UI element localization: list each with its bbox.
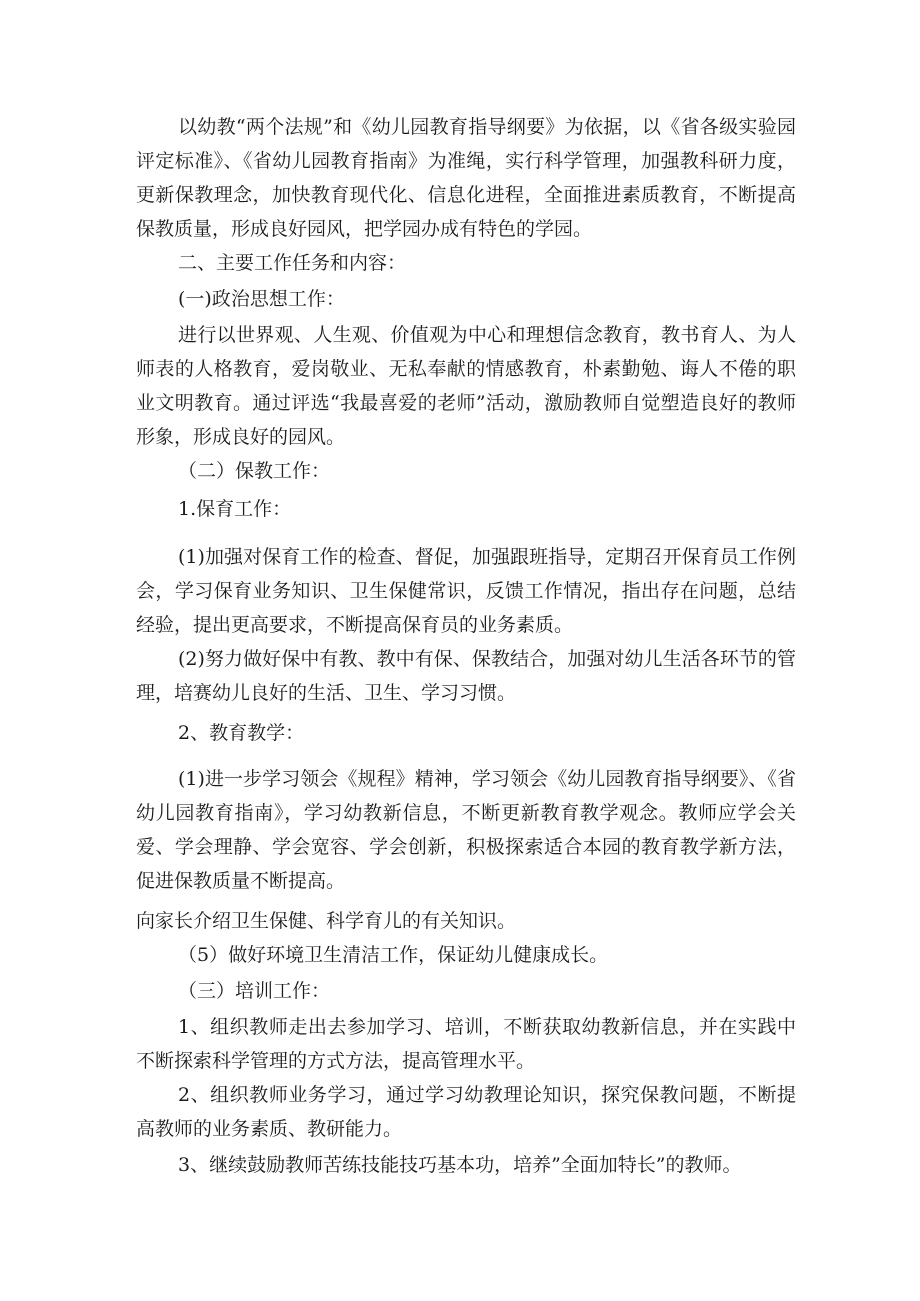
teaching-item-1: (1)进一步学习领会《规程》精神，学习领会《幼儿园教育指导纲要》、《省幼儿园教育指南》，学习幼教新信息，不断更新教育教学观念。教师应学会关爱、学会理静、学会宽容、学会创新，积极探索适合本园的教育教学新方法，促进保教质量不断提高。 bbox=[136, 768, 796, 892]
training-item-2: 2、组织教师业务学习，通过学习幼教理论知识，探究保教问题，不断提高教师的业务素质、教研能力。 bbox=[136, 1084, 796, 1140]
training-item-1: 1、组织教师走出去参加学习、培训，不断获取幼教新信息，并在实践中不断探索科学管理的方式方法，提高管理水平。 bbox=[136, 1016, 796, 1072]
childcare-item-1: (1)加强对保育工作的检查、督促，加强跟班指导，定期召开保育员工作例会，学习保育业务知识、卫生保健常识，反馈工作情况，指出存在问题，总结经验，提出更高要求，不断提高保育员的业务素质。 bbox=[136, 546, 796, 636]
item-heading-teaching: 2、教育教学： bbox=[178, 722, 305, 744]
subsection-heading-political: (一)政治思想工作： bbox=[178, 288, 345, 310]
item-heading-childcare: 1.保育工作： bbox=[178, 498, 292, 520]
section-heading-main-tasks: 二、主要工作任务和内容： bbox=[178, 252, 407, 274]
subsection-heading-training: （三）培训工作： bbox=[178, 980, 331, 1002]
hygiene-item-5: （5）做好环境卫生清洁工作，保证幼儿健康成长。 bbox=[178, 944, 609, 966]
subsection-heading-care-education: （二）保教工作： bbox=[178, 460, 331, 482]
intro-paragraph: 以幼教“两个法规”和《幼儿园教育指导纲要》为依据，以《省各级实验园评定标准》、《省幼儿园教育指南》为准绳，实行科学管理，加强教科研力度，更新保教理念，加快教育现代化、信息化进程，全面推进素质教育，不断提高保教质量，形成良好园风，把学园办成有特色的学园。 bbox=[136, 116, 796, 240]
childcare-item-2: (2)努力做好保中有教、教中有保、保教结合，加强对幼儿生活各环节的管理，培赛幼儿良好的生活、卫生、学习习惯。 bbox=[136, 648, 796, 704]
training-item-3: 3、继续鼓励教师苦练技能技巧基本功，培养”全面加特长”的教师。 bbox=[178, 1154, 742, 1176]
political-paragraph: 进行以世界观、人生观、价值观为中心和理想信念教育，教书育人、为人师表的人格教育，爱岗敬业、无私奉献的情感教育，朴素勤勉、诲人不倦的职业文明教育。通过评选“我最喜爱的老师”活动，激励教师自觉塑造良好的教师形象，形成良好的园风。 bbox=[136, 324, 796, 448]
parents-knowledge-line: 向家长介绍卫生保健、科学育儿的有关知识。 bbox=[136, 910, 517, 932]
